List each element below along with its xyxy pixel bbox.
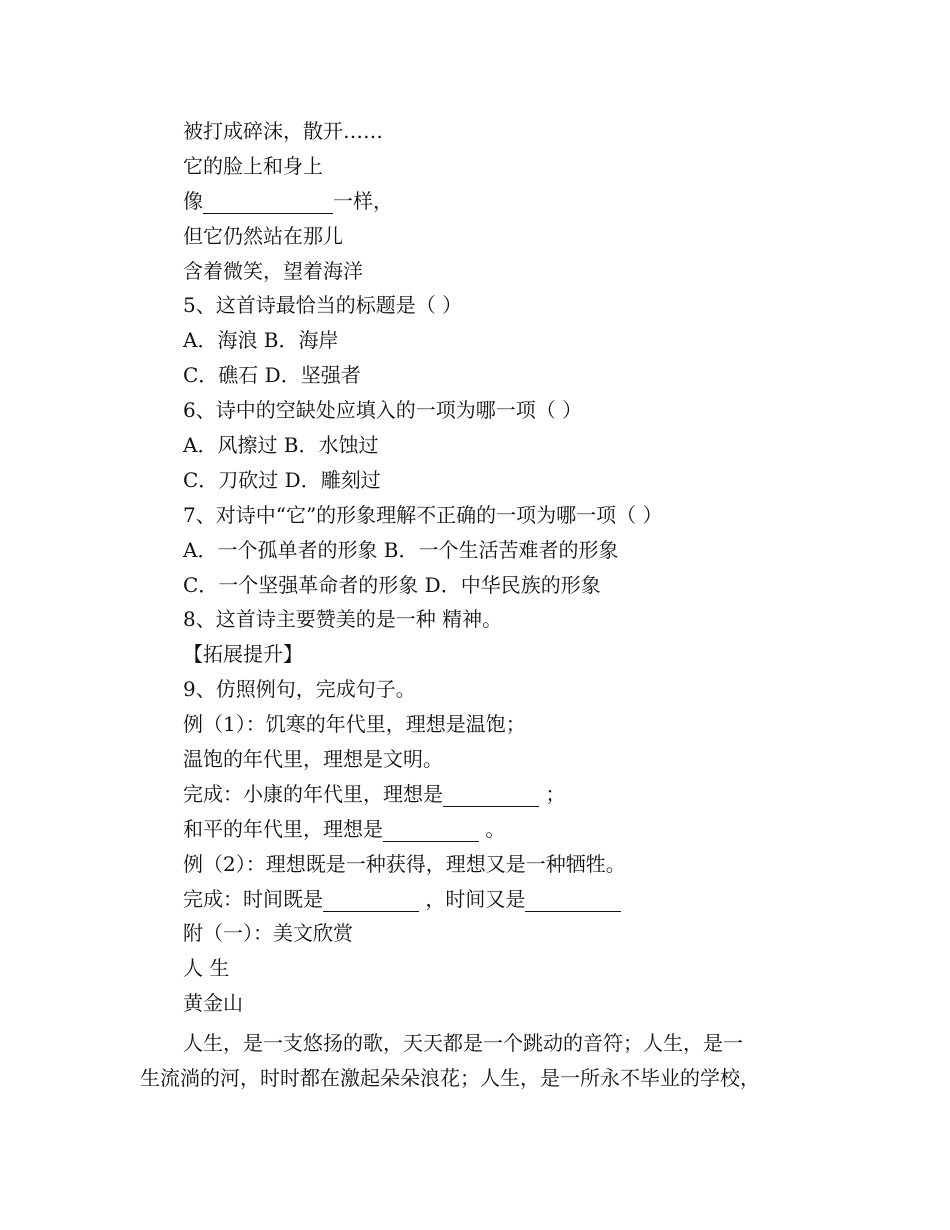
question-7-stem: 7、对诗中“它”的形象理解不正确的一项为哪一项（ ）: [183, 502, 663, 527]
question-6-stem: 6、诗中的空缺处应填入的一项为哪一项（ ）: [183, 398, 583, 423]
completion-2: [183, 882, 823, 917]
essay-author: 黄金山: [183, 991, 243, 1016]
completion-2-before: 完成：时间既是: [183, 886, 323, 911]
completion-2-mid: ，时间又是: [419, 886, 526, 911]
document-body: [183, 114, 823, 1021]
question-8-stem: 8、这首诗主要赞美的是一种 精神。: [183, 607, 503, 632]
poem-fill-blank: [203, 191, 333, 214]
example-1-line-2: 温饱的年代里，理想是文明。: [183, 747, 443, 772]
section-title: 【拓展提升】: [183, 642, 303, 667]
completion-1a: [183, 777, 823, 812]
poem-line: 它的脸上和身上: [183, 153, 323, 178]
question-9-stem: 9、仿照例句，完成句子。: [183, 677, 416, 702]
poem-blank-before: 像: [183, 188, 203, 213]
completion-1a-blank: [443, 784, 539, 807]
completion-1b-after: 。: [479, 816, 506, 841]
completion-2-blank-2: [525, 889, 621, 912]
example-2: 例（2）：理想既是一种获得，理想又是一种牺牲。: [183, 851, 626, 876]
completion-1b: [183, 812, 823, 847]
completion-1a-before: 完成：小康的年代里，理想是: [183, 781, 443, 806]
appendix-heading: 附（一）：美文欣赏: [183, 921, 353, 946]
question-7-options-ab: A．一个孤单者的形象 B．一个生活苦难者的形象: [183, 537, 619, 562]
poem-blank-line: [183, 184, 823, 219]
completion-1a-after: ；: [539, 781, 566, 806]
completion-1b-blank: [383, 819, 479, 842]
question-7-options-cd: C．一个坚强革命者的形象 D．中华民族的形象: [183, 572, 601, 597]
essay-title: 人 生: [183, 956, 230, 981]
poem-line: 被打成碎沫，散开……: [183, 119, 383, 143]
question-5-options-ab: A．海浪 B．海岸: [183, 328, 339, 353]
essay-paragraph-line-2: 生流淌的河，时时都在激起朵朵浪花；人生，是一所永不毕业的学校，: [140, 1066, 760, 1090]
poem-blank-after: 一样，: [333, 188, 393, 213]
question-6-options-cd: C．刀砍过 D．雕刻过: [183, 467, 381, 492]
question-5-stem: 5、这首诗最恰当的标题是（ ）: [183, 293, 463, 318]
essay-paragraph: [140, 1026, 820, 1096]
question-5-options-cd: C．礁石 D．坚强者: [183, 363, 361, 388]
completion-1b-before: 和平的年代里，理想是: [183, 816, 383, 841]
completion-2-blank-1: [323, 889, 419, 912]
poem-line: 但它仍然站在那儿: [183, 223, 343, 248]
example-1-line-1: 例（1）：饥寒的年代里，理想是温饱；: [183, 712, 526, 737]
question-6-options-ab: A．风擦过 B．水蚀过: [183, 433, 379, 458]
essay-paragraph-line-1: 人生，是一支悠扬的歌，天天都是一个跳动的音符；人生，是一: [183, 1031, 743, 1055]
poem-line: 含着微笑，望着海洋: [183, 258, 363, 283]
